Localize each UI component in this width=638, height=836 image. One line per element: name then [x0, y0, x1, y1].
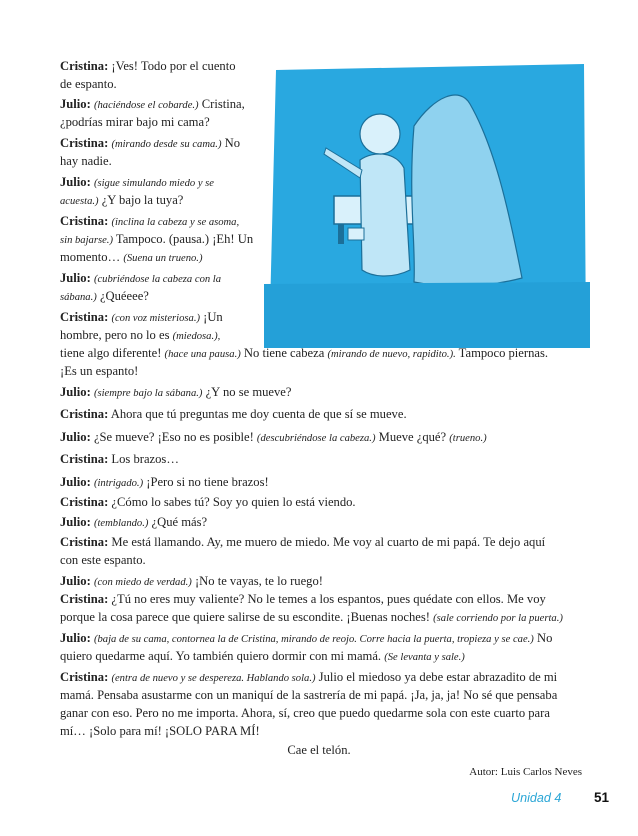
line-text: Tampoco piernas.	[455, 346, 549, 360]
dialogue-line	[60, 669, 557, 687]
speaker: Cristina:	[60, 452, 109, 466]
speaker: Cristina:	[60, 136, 109, 150]
line-text: ¿Cómo lo sabes tú? Soy yo quien lo está viendo.	[108, 495, 356, 509]
line-text: hay nadie.	[60, 154, 112, 168]
curtain-line: Cae el telón.	[287, 743, 351, 757]
dialogue-line	[60, 723, 260, 739]
dialogue-line	[60, 114, 210, 130]
speaker: Julio:	[60, 574, 91, 588]
unit-label: Unidad 4	[511, 791, 562, 805]
line-text: ¿podrías mirar bajo mi cama?	[60, 115, 210, 129]
line-text: de espanto.	[60, 77, 117, 91]
dialogue-line	[60, 270, 221, 288]
girl-body	[360, 154, 410, 276]
stage-direction: (entra de nuevo y se despereza. Hablando sola.)	[111, 673, 316, 684]
dialogue-line	[60, 687, 557, 703]
stage-direction: sábana.)	[60, 292, 97, 303]
speaker: Cristina:	[60, 535, 109, 549]
stage-direction: (siempre bajo la sábana.)	[93, 388, 203, 399]
dialogue-line	[60, 213, 239, 231]
speaker: Julio:	[60, 631, 91, 645]
line-text: ¿Y bajo la tuya?	[98, 193, 184, 207]
stage-direction: (Suena un trueno.)	[123, 253, 203, 264]
line-text: Los brazos…	[108, 452, 179, 466]
dialogue-line	[60, 135, 240, 153]
stage-direction: acuesta.)	[60, 196, 99, 207]
dialogue-line	[60, 648, 465, 666]
speaker: Cristina:	[60, 670, 109, 684]
line-text: ¡Es un espanto!	[60, 364, 139, 378]
dialogue-line	[60, 96, 245, 114]
dialogue-line	[60, 573, 323, 591]
illustration	[264, 56, 590, 348]
line-text: hombre, pero no lo es	[60, 328, 173, 342]
stage-direction: sin bajarse.)	[60, 235, 113, 246]
line-text: Ahora que tú preguntas me doy cuenta de que sí se mueve.	[108, 407, 407, 421]
line-text: mamá. Pensaba asustarme con un maniquí de la sastrería de mi papá. ¡Ja, ja, ja! No sé que pensaba	[60, 688, 558, 702]
stage-direction: (inclina la cabeza y se asoma,	[111, 217, 240, 228]
stage-direction: (con voz misteriosa.)	[111, 313, 200, 324]
dialogue-line	[60, 534, 545, 550]
stage-direction: (intrigado.)	[93, 478, 144, 489]
author-credit: Autor: Luis Carlos Neves	[469, 766, 582, 778]
stage-direction: (miedosa.),	[172, 331, 221, 342]
dialogue-line	[60, 58, 236, 74]
speaker: Julio:	[60, 515, 91, 529]
dialogue-line	[60, 609, 563, 627]
line-text: ¿Qué más?	[148, 515, 208, 529]
dialogue-line	[60, 192, 183, 210]
stage-direction: (temblando.)	[93, 518, 149, 529]
speaker: Julio:	[60, 430, 91, 444]
dialogue-line	[60, 705, 550, 721]
stage-direction: (sigue simulando miedo y se	[93, 178, 214, 189]
floor	[264, 282, 590, 348]
stage-direction: (baja de su cama, contornea la de Cristina, mirando de reojo. Corre hacia la puerta, tropieza y se cae.)	[93, 634, 534, 645]
stage-direction: (mirando de nuevo, rapidito.).	[327, 349, 456, 360]
dialogue-line	[60, 76, 117, 92]
stage-direction: (hace una pausa.)	[164, 349, 241, 360]
stage-direction: (descubriéndose la cabeza.)	[256, 433, 376, 444]
dialogue-line	[60, 153, 112, 169]
speaker: Cristina:	[60, 407, 109, 421]
dialogue-line	[60, 288, 149, 306]
line-text: ganar con eso. Pero no me importa. Ahora, sí, creo que puedo quedarme sola con este cuarto para	[60, 706, 550, 720]
line-text: ¡Pero si no tiene brazos!	[143, 475, 269, 489]
line-text: con este espanto.	[60, 553, 146, 567]
speaker: Julio:	[60, 271, 91, 285]
line-text: momento…	[60, 250, 124, 264]
speaker: Cristina:	[60, 310, 109, 324]
line-text: ¿Quéeee?	[96, 289, 149, 303]
dialogue-line	[60, 231, 253, 249]
line-text: ¿Y no se mueve?	[202, 385, 292, 399]
speaker: Cristina:	[60, 214, 109, 228]
speaker: Julio:	[60, 385, 91, 399]
dialogue-line	[60, 429, 487, 447]
stage-direction: (con miedo de verdad.)	[93, 577, 192, 588]
speaker: Cristina:	[60, 495, 109, 509]
line-text: ¡Un	[200, 310, 223, 324]
line-text: No tiene cabeza	[240, 346, 328, 360]
dialogue-line	[60, 309, 223, 327]
dialogue-line	[60, 591, 546, 607]
stage-direction: (trueno.)	[449, 433, 487, 444]
dialogue-line	[60, 327, 220, 345]
dialogue-line	[60, 384, 292, 402]
line-text: No	[221, 136, 241, 150]
line-text: tiene algo diferente!	[60, 346, 165, 360]
dialogue-line	[60, 630, 552, 648]
stage-direction: (sale corriendo por la puerta.)	[433, 613, 563, 624]
line-text: porque la cosa parece que quiere salirse de su escondite. ¡Buenas noches!	[60, 610, 434, 624]
line-text: ¿Tú no eres muy valiente? No le temes a los espantos, pues quédate con ellos. Me voy	[108, 592, 546, 606]
line-text: Me está llamando. Ay, me muero de miedo. Me voy al cuarto de mi papá. Te dejo aquí	[108, 535, 546, 549]
dialogue-line	[60, 451, 179, 467]
speaker: Julio:	[60, 475, 91, 489]
speaker: Julio:	[60, 97, 91, 111]
dialogue-line	[60, 174, 214, 192]
line-text: Julio el miedoso ya debe estar abrazadito de mi	[315, 670, 558, 684]
dialogue-line	[60, 494, 356, 510]
dialogue-line	[60, 552, 146, 568]
dialogue-line	[60, 249, 202, 267]
stage-direction: (mirando desde su cama.)	[111, 139, 222, 150]
line-text: Mueve ¿qué?	[375, 430, 450, 444]
line-text: ¡Ves! Todo por el cuento	[108, 59, 236, 73]
speaker: Julio:	[60, 175, 91, 189]
stage-direction: (haciéndose el cobarde.)	[93, 100, 199, 111]
speaker: Cristina:	[60, 59, 109, 73]
line-text: Tampoco. (pausa.) ¡Eh! Un	[112, 232, 254, 246]
girl-head	[360, 114, 400, 154]
dialogue-line	[60, 514, 207, 532]
line-text: ¿Se mueve? ¡Eso no es posible!	[90, 430, 257, 444]
dialogue-line	[60, 406, 407, 422]
line-text: mí… ¡Solo para mí! ¡SOLO PARA MÍ!	[60, 724, 260, 738]
dialogue-line	[60, 363, 138, 379]
bed-leg	[338, 224, 344, 244]
speaker: Cristina:	[60, 592, 109, 606]
line-text: No	[533, 631, 553, 645]
dialogue-line	[60, 474, 269, 492]
stage-direction: (Se levanta y sale.)	[384, 652, 465, 663]
dialogue-line	[60, 345, 548, 363]
box	[348, 228, 364, 240]
line-text: Cristina,	[198, 97, 245, 111]
line-text: quiero quedarme aquí. Yo también quiero dormir con mi mamá.	[60, 649, 385, 663]
page-number: 51	[594, 790, 610, 805]
stage-direction: (cubriéndose la cabeza con la	[93, 274, 222, 285]
line-text: ¡No te vayas, te lo ruego!	[191, 574, 323, 588]
